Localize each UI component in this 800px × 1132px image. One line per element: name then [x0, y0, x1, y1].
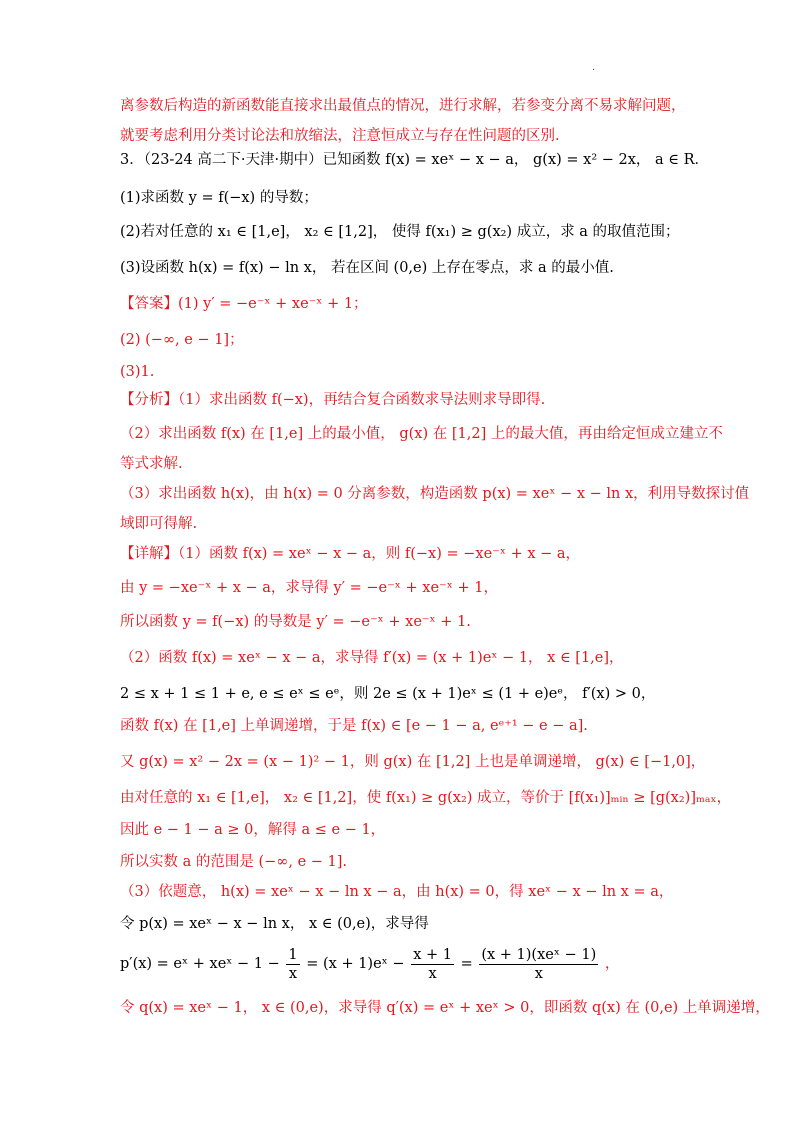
fraction-denominator: x	[534, 965, 543, 982]
analysis-line-5: 域即可得解.	[120, 516, 198, 532]
answer-line-1: 【答案】(1) y′ = −e⁻ˣ + xe⁻ˣ + 1；	[120, 296, 368, 312]
problem-question-2: (2)若对任意的 x₁ ∈ [1,e]， x₂ ∈ [1,2]， 使得 f(x₁) ≥ g(x₂) 成立，求 a 的取值范围；	[120, 224, 680, 240]
analysis-line-3: 等式求解.	[120, 456, 183, 472]
fraction-x-plus-1-over-x	[411, 946, 454, 983]
detail-line-13-derivative	[120, 944, 700, 984]
equals-sign: =	[460, 956, 473, 972]
problem-question-3: (3)设函数 h(x) = f(x) − ln x， 若在区间 (0,e) 上存在零点，求 a 的最小值.	[120, 260, 614, 276]
derivative-prefix: p′(x) = eˣ + xeˣ − 1 −	[120, 956, 280, 972]
problem-question-1: (1)求函数 y = f(−x) 的导数；	[120, 190, 318, 206]
detail-line-6: 函数 f(x) 在 [1,e] 上单调递增，于是 f(x) ∈ [e − 1 − a, eᵉ⁺¹ − e − a].	[120, 718, 588, 734]
detail-line-14: 令 q(x) = xeˣ − 1， x ∈ (0,e)，求导得 q′(x) = eˣ + xeˣ > 0，即函数 q(x) 在 (0,e) 上单调递增，	[120, 1000, 770, 1016]
header-dot: .	[592, 62, 596, 73]
analysis-line-1: 【分析】（1）求出函数 f(−x)，再结合复合函数求导法则求导即得.	[120, 392, 546, 408]
fraction-numerator: 1	[288, 946, 298, 963]
detail-line-7: 又 g(x) = x² − 2x = (x − 1)² − 1，则 g(x) 在 [1,2] 上也是单调递增， g(x) ∈ [−1,0]，	[120, 754, 706, 770]
detail-line-9: 因此 e − 1 − a ≥ 0，解得 a ≤ e − 1，	[120, 822, 386, 838]
answer-line-3: (3)1.	[120, 364, 155, 380]
intro-line-2: 就要考虑利用分类讨论法和放缩法，注意恒成立与存在性问题的区别.	[120, 128, 560, 144]
answer-line-2: (2) (−∞, e − 1]；	[120, 332, 244, 348]
detail-line-12: 令 p(x) = xeˣ − x − ln x， x ∈ (0,e)，求导得	[120, 916, 429, 932]
analysis-line-4: （3）求出函数 h(x)，由 h(x) = 0 分离参数，构造函数 p(x) = xeˣ − x − ln x，利用导数探讨值	[120, 486, 750, 502]
fraction-numerator: (x + 1)(xeˣ − 1)	[481, 946, 597, 963]
derivative-middle: = (x + 1)eˣ −	[306, 956, 405, 972]
derivative-end: ，	[604, 956, 620, 972]
detail-line-2: 由 y = −xe⁻ˣ + x − a，求导得 y′ = −e⁻ˣ + xe⁻ˣ + 1，	[120, 580, 498, 596]
fraction-one-over-x	[286, 946, 299, 983]
detail-line-4: （2）函数 f(x) = xeˣ − x − a，求导得 f′(x) = (x + 1)eˣ − 1， x ∈ [1,e]，	[120, 650, 624, 666]
fraction-factored	[479, 946, 598, 983]
detail-line-1: 【详解】（1）函数 f(x) = xeˣ − x − a，则 f(−x) = −xe⁻ˣ + x − a，	[120, 546, 581, 562]
detail-line-11: （3）依题意， h(x) = xeˣ − x − ln x − a，由 h(x) = 0，得 xeˣ − x − ln x = a，	[120, 884, 674, 900]
problem-stem: 3．（23-24 高二下·天津·期中）已知函数 f(x) = xeˣ − x − a， g(x) = x² − 2x， a ∈ R．	[120, 152, 710, 168]
intro-line-1: 离参数后构造的新函数能直接求出最值点的情况，进行求解，若参变分离不易求解问题，	[120, 98, 686, 114]
fraction-denominator: x	[428, 965, 437, 982]
detail-line-3: 所以函数 y = f(−x) 的导数是 y′ = −e⁻ˣ + xe⁻ˣ + 1.	[120, 614, 471, 630]
detail-line-5: 2 ≤ x + 1 ≤ 1 + e, e ≤ eˣ ≤ eᵉ，则 2e ≤ (x + 1)eˣ ≤ (1 + e)eᵉ， f′(x) > 0，	[120, 686, 656, 702]
detail-line-10: 所以实数 a 的范围是 (−∞, e − 1].	[120, 854, 348, 870]
fraction-numerator: x + 1	[413, 946, 452, 963]
fraction-denominator: x	[288, 965, 298, 982]
detail-line-8: 由对任意的 x₁ ∈ [1,e]， x₂ ∈ [1,2]，使 f(x₁) ≥ g(x₂) 成立，等价于 [f(x₁)]ₘᵢₙ ≥ [g(x₂)]ₘₐₓ，	[120, 790, 732, 806]
analysis-line-2: （2）求出函数 f(x) 在 [1,e] 上的最小值， g(x) 在 [1,2] 上的最大值，再由给定恒成立建立不	[120, 426, 723, 442]
